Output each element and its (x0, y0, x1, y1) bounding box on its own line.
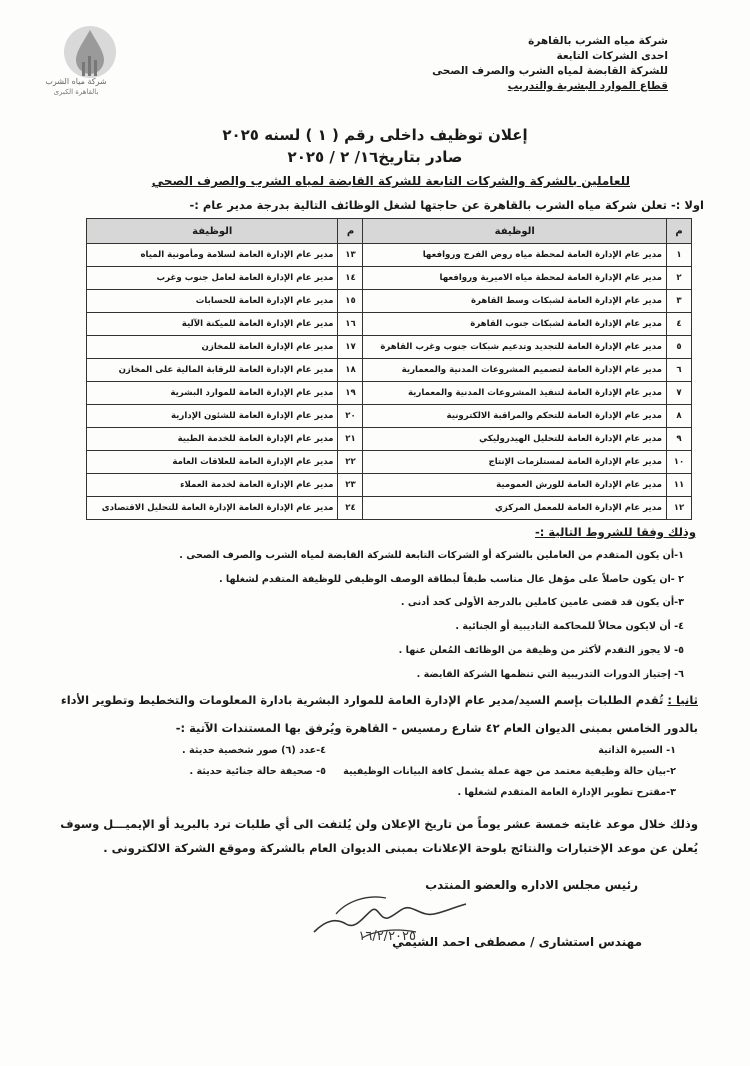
row-number: ١٨ (338, 359, 363, 382)
table-row (87, 359, 692, 382)
table-row (87, 290, 692, 313)
row-number: ٦ (667, 359, 692, 382)
table-row (87, 336, 692, 359)
closing-paragraph: وذلك خلال موعد غايته خمسة عشر يوماً من تاريخ الإعلان ولن يُلتفت الى أي طلبات ترد بالبريد أو الإيميـــل وسوف يُعلن عن موعد الإختبارات والنتائج بلوحة الإعلانات بمبنى الديوان العام بالشركة وموقع الشركة الالكترونى . (60, 817, 698, 855)
row-number: ٨ (667, 405, 692, 428)
title-line-1: إعلان توظيف داخلى رقم ( ١ ) لسنه ٢٠٢٥ (222, 126, 528, 144)
row-number: ١٧ (338, 336, 363, 359)
conditions-list (179, 544, 684, 686)
row-number: ١٦ (338, 313, 363, 336)
job-title: مدير عام الإدارة العامة للحسابات (87, 290, 338, 313)
row-number: ٩ (667, 428, 692, 451)
table-row (87, 497, 692, 520)
table-row (87, 267, 692, 290)
job-title: مدير عام الإدارة العامة للشئون الإدارية (87, 405, 338, 428)
header-line-3: للشركة القابضة لمياه الشرب والصرف الصحى (432, 65, 668, 77)
document-item: ٢-بيان حالة وظيفية معتمد من جهة عملة يشمل كافة البيانات الوظيفيية (343, 766, 676, 777)
col-header-job: الوظيفة (363, 219, 667, 244)
intro-text: اولا :- تعلن شركة مياه الشرب بالقاهرة عن حاجتها لشغل الوظائف التالية بدرجة مدير عام :- (189, 198, 704, 212)
announcement-subtitle: للعاملين بالشركة والشركات التابعة للشركة القابضة لمياه الشرب والصرف الصحي (151, 174, 630, 188)
table-row (87, 313, 692, 336)
row-number: ١٠ (667, 451, 692, 474)
table-row (87, 451, 692, 474)
conditions-title: وذلك وفقا للشروط التالية :- (535, 525, 696, 539)
documents-row (36, 761, 676, 782)
row-number: ١ (667, 244, 692, 267)
table-header-row (87, 219, 692, 244)
job-title: مدير عام الإدارة العامة لتنفيذ المشروعات المدنية والمعمارية (363, 382, 667, 405)
row-number: ٣ (667, 290, 692, 313)
condition-item: ٥- لا يجوز التقدم لأكثر من وظيفة من الوظائف المُعلن عنها . (398, 644, 684, 656)
job-title: مدير عام الإدارة العامة للتجديد وتدعيم شبكات جنوب وغرب القاهرة (363, 336, 667, 359)
table-row (87, 244, 692, 267)
second-text: تُقدم الطلبات بإسم السيد/مدير عام الإدارة العامة للموارد البشرية بادارة المعلومات والتخطيط وتطوير الأداء بالدور الخامس بمبنى الديوان العام ٤٢ شارع رمسيس - القاهرة ويُرفق بها المستندات الآتية :- (60, 693, 698, 735)
announcement-title (0, 124, 750, 168)
table-row (87, 405, 692, 428)
job-title: مدير عام الإدارة العامة للميكنة الآلية (87, 313, 338, 336)
row-number: ٢٤ (338, 497, 363, 520)
jobs-table (86, 218, 692, 520)
condition-item: ٦- إجتياز الدورات التدريبية التي تنظمها الشركة القابضة . (416, 668, 684, 680)
condition-item: ١-أن يكون المتقدم من العاملين بالشركة أو الشركات التابعة للشركة القابضة لمياه الشرب والصرف الصحى . (179, 550, 684, 561)
job-title: مدير عام الإدارة العامة للمخازن (87, 336, 338, 359)
document-item: ٥- صحيفة حالة جنائية حديثة . (189, 766, 326, 777)
row-number: ٢٢ (338, 451, 363, 474)
required-documents (36, 740, 676, 803)
second-label: ثانيا : (667, 693, 698, 707)
job-title: مدير عام الإدارة العامة لمحطة مياه روض الفرج وروافعها (363, 244, 667, 267)
row-number: ٢١ (338, 428, 363, 451)
job-title: مدير عام الإدارة العامة لتصميم المشروعات المدنية والمعمارية (363, 359, 667, 382)
water-drop-logo-icon (26, 22, 126, 102)
condition-item: ٢ -ان يكون حاصلاً على مؤهل عال مناسب طبقاً لبطاقة الوصف الوظيفي للوظيفة المتقدم لشغلها . (218, 573, 684, 585)
documents-row (36, 782, 676, 803)
logo-text-2: بالقاهرة الكبرى (53, 88, 99, 96)
row-number: ٥ (667, 336, 692, 359)
job-title: مدير عام الإدارة العامة لعامل جنوب وغرب (87, 267, 338, 290)
table-row (87, 474, 692, 497)
row-number: ١٤ (338, 267, 363, 290)
company-logo (26, 22, 126, 102)
row-number: ١٥ (338, 290, 363, 313)
header-line-2: احدى الشركات التابعة (556, 50, 668, 62)
row-number: ٢ (667, 267, 692, 290)
job-title: مدير عام الإدارة العامة للتحليل الهيدروليكي (363, 428, 667, 451)
logo-text-1: شركة مياه الشرب (45, 77, 107, 86)
condition-item: ٣-أن يكون قد قضى عامين كاملين بالدرجة الأولى كحد أدنى . (400, 597, 684, 609)
document-item: ٣-مقترح تطوير الإدارة العامة المتقدم لشغلها . (457, 787, 676, 798)
company-header (432, 34, 668, 94)
table-row (87, 382, 692, 405)
job-title: مدير عام الإدارة العامة للرقابة المالية على المخازن (87, 359, 338, 382)
document-item: ١- السيرة الذاتية (598, 745, 676, 756)
title-line-2: صادر بتاريخ١٦/ ٢ / ٢٠٢٥ (287, 148, 463, 166)
row-number: ٢٣ (338, 474, 363, 497)
col-header-num: م (338, 219, 363, 244)
job-title: مدير عام الإدارة العامة لسلامة ومأمونية المياه (87, 244, 338, 267)
signature-date: ١٦/٢/٢٠٢٥ (358, 929, 416, 944)
col-header-job: الوظيفة (87, 219, 338, 244)
job-title: مدير عام الإدارة العامة للمعمل المركزي (363, 497, 667, 520)
job-title: مدير عام الإدارة العامة للخدمة الطبية (87, 428, 338, 451)
table-row (87, 428, 692, 451)
job-title: مدير عام الإدارة العامة لمحطة مياه الاميرية وروافعها (363, 267, 667, 290)
job-title: مدير عام الإدارة العامة للورش العمومية (363, 474, 667, 497)
job-title: مدير عام الإدارة العامة لخدمة العملاء (87, 474, 338, 497)
submission-paragraph (38, 686, 698, 742)
document-item: ٤-عدد (٦) صور شخصية حديثة . (182, 745, 326, 756)
job-title: مدير عام الإدارة العامة للعلاقات العامة (87, 451, 338, 474)
row-number: ٧ (667, 382, 692, 405)
job-title: مدير عام الإدارة العامة الإدارة العامة للتحليل الاقتصادى (87, 497, 338, 520)
row-number: ١٣ (338, 244, 363, 267)
header-line-4: قطاع الموارد البشرية والتدريب (507, 80, 668, 92)
documents-row (36, 740, 676, 761)
row-number: ١٩ (338, 382, 363, 405)
row-number: ٤ (667, 313, 692, 336)
row-number: ٢٠ (338, 405, 363, 428)
jobs-table-body (87, 244, 692, 520)
job-title: مدير عام الإدارة العامة للموارد البشرية (87, 382, 338, 405)
job-title: مدير عام الإدارة العامة لشبكات جنوب القاهرة (363, 313, 667, 336)
header-line-1: شركة مياه الشرب بالقاهرة (528, 35, 668, 47)
col-header-num: م (667, 219, 692, 244)
condition-item: ٤- أن لايكون محالاً للمحاكمة التاديبية أو الجنائية . (455, 621, 684, 633)
row-number: ١١ (667, 474, 692, 497)
signatory-title: رئيس مجلس الاداره والعضو المنتدب (425, 878, 638, 892)
signatory-name: مهندس استشارى / مصطفى احمد الشيمي (392, 935, 642, 949)
job-title: مدير عام الإدارة العامة للتحكم والمراقبة الالكترونية (363, 405, 667, 428)
job-title: مدير عام الإدارة العامة لمستلزمات الإنتاج (363, 451, 667, 474)
job-title: مدير عام الإدارة العامة لشبكات وسط القاهرة (363, 290, 667, 313)
row-number: ١٢ (667, 497, 692, 520)
